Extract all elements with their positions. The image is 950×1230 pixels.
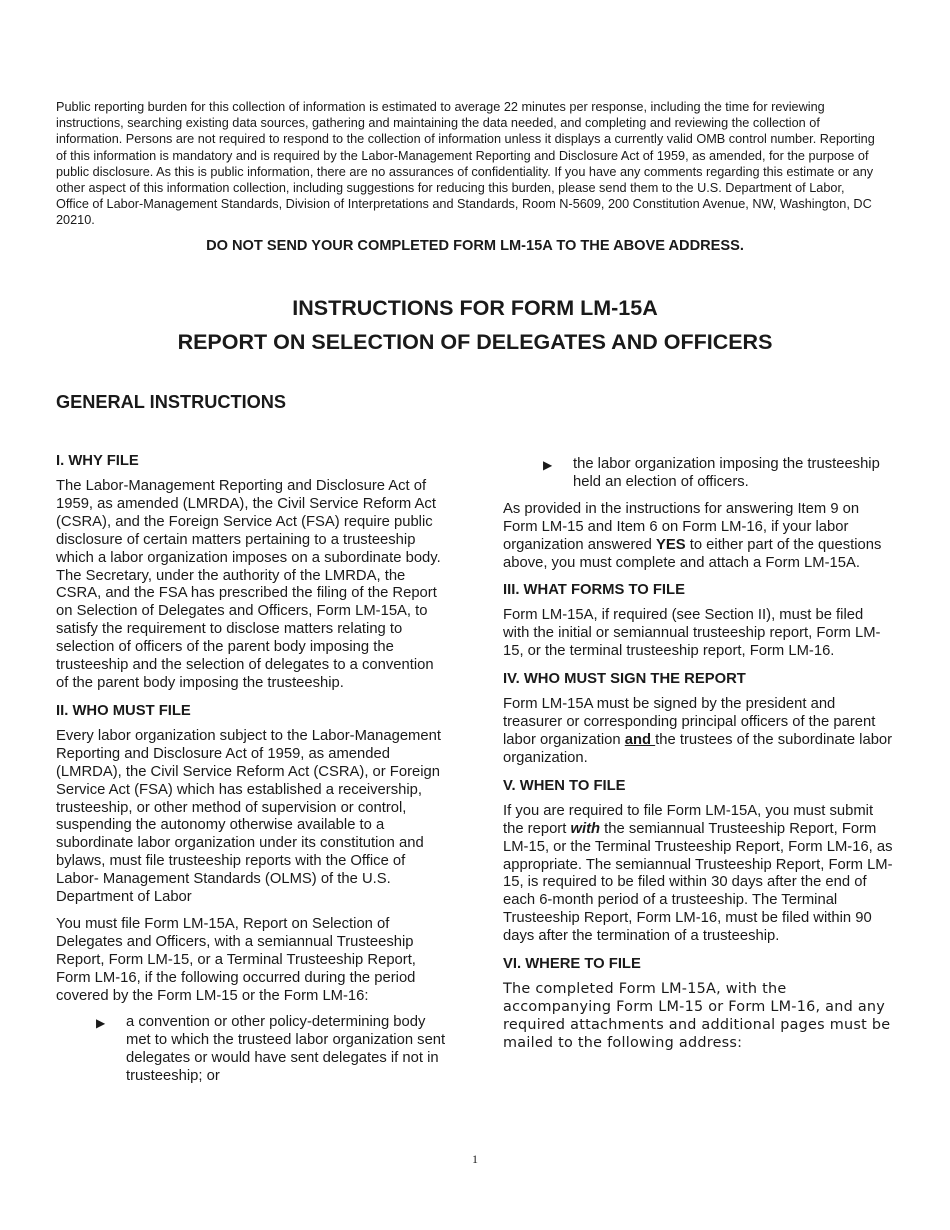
text-segment: to either part of the questions above, you must complete and attach a Form LM-15A. bbox=[503, 536, 882, 571]
page-title-line-1: INSTRUCTIONS FOR FORM LM-15A bbox=[292, 296, 658, 320]
page-title-line-2: REPORT ON SELECTION OF DELEGATES AND OFFICERS bbox=[177, 330, 773, 354]
section-who-must-file-body-1: Every labor organization subject to the Labor-Management Reporting and Disclosure Act of 1959, as amended (LMRDA), the Civil Service Reform Act (CSRA), or Foreign Service Act (FSA) which has established a receivership, trusteeship, or other method of supervision or control, suspending the autonomy otherwise available to a subordinate labor organization under its constitution and bylaws, must file trusteeship reports with the Office of Labor- Management Standards (OLMS) of the U.S. Department of Labor bbox=[56, 727, 441, 906]
bullet-item-election bbox=[503, 456, 893, 492]
section-where-file-heading: VI. WHERE TO FILE bbox=[503, 956, 641, 973]
text-segment: the trustees of the subordinate labor organization. bbox=[503, 731, 893, 766]
with-emphasis: with bbox=[570, 820, 601, 837]
triangle-bullet-icon: ▶ bbox=[543, 458, 553, 472]
general-instructions-heading: GENERAL INSTRUCTIONS bbox=[56, 392, 287, 412]
section-where-file-body: The completed Form LM-15A, with the accompanying Form LM-15 or Form LM-16, and any required attachments and additional pages must be mailed to the following address: bbox=[503, 981, 891, 1051]
section-when-file-body bbox=[503, 803, 893, 946]
section-who-must-file-body-2: You must file Form LM-15A, Report on Selection of Delegates and Officers, with a semiannual Trusteeship Report, Form LM-15, or a Terminal Trusteeship Report, Form LM-16, if the following occurred during the period covered by the Form LM-15 or the Form LM-16: bbox=[56, 915, 416, 1004]
section-when-file-heading: V. WHEN TO FILE bbox=[503, 777, 626, 794]
bullet-item-convention bbox=[56, 1014, 446, 1086]
section-why-file-body: The Labor-Management Reporting and Disclosure Act of 1959, as amended (LMRDA), the Civil Service Reform Act (CSRA), and the Foreign Service Act (FSA) require public disclosure of certain matters pertaining to a trusteeship which a labor organization imposes on a subordinate body. The Secretary, under the authority of the LMRDA, the CSRA, and the FSA has prescribed the filing of the Report on Selection of Delegates and Officers, Form LM-15A, to satisfy the requirement to disclose matters relating to selection of officers of the parent body imposing the trusteeship and the selection of delegates to a convention of the parent body imposing the trusteeship. bbox=[56, 478, 441, 691]
text-segment: If you are required to file Form LM-15A, you must submit the report bbox=[503, 802, 874, 837]
bullet-text: the labor organization imposing the trusteeship held an election of officers. bbox=[573, 456, 880, 490]
left-column bbox=[56, 452, 446, 1095]
section-why-file-heading: I. WHY FILE bbox=[56, 453, 139, 469]
and-emphasis: and bbox=[624, 731, 656, 748]
text-segment: As provided in the instructions for answering Item 9 on Form LM-15 and Item 6 on Form LM-16, if your labor organization answered bbox=[503, 500, 860, 553]
burden-statement: Public reporting burden for this collection of information is estimated to average 22 minutes per response, including the time for reviewing instructions, searching existing data sources, gathering and maintaining the data needed, and completing and reviewing the collection of information. Persons are not required to respond to the collection of information unless it displays a currently valid OMB control number. Reporting of this information is mandatory and is required by the Labor-Management Reporting and Disclosure Act of 1959, as amended, for the purpose of public disclosure. As this is public information, there are no assurances of confidentiality. If you have any comments regarding this estimate or any other aspect of this information collection, including suggestions for reducing this burden, please send them to the U.S. Department of Labor, Office of Labor-Management Standards, Division of Interpretations and Standards, Room N-5609, 200 Constitution Avenue, NW, Washington, DC 20210. bbox=[56, 100, 875, 228]
section-who-must-file-heading: II. WHO MUST FILE bbox=[56, 702, 191, 719]
do-not-send-notice: DO NOT SEND YOUR COMPLETED FORM LM-15A TO THE ABOVE ADDRESS. bbox=[206, 238, 744, 254]
right-column bbox=[503, 456, 893, 1062]
section-who-sign-heading: IV. WHO MUST SIGN THE REPORT bbox=[503, 671, 746, 688]
section-who-must-file-body-3 bbox=[503, 501, 893, 573]
section-who-sign-body bbox=[503, 696, 893, 768]
triangle-bullet-icon: ▶ bbox=[96, 1016, 106, 1031]
text-segment: Form LM-15A must be signed by the president and treasurer or corresponding principal officers of the parent labor organization bbox=[503, 696, 876, 748]
section-what-forms-body: Form LM-15A, if required (see Section II), must be filed with the initial or semiannual trusteeship report, Form LM-15, or the terminal trusteeship report, Form LM-16. bbox=[503, 607, 881, 660]
text-segment: the semiannual Trusteeship Report, Form LM-15, or the Terminal Trusteeship Report, Form LM-16, as appropriate. The semiannual Trusteeship Report, Form LM-15, is required to be filed within 30 days after the end of each 6-month period of a trusteeship. The Terminal Trusteeship Report, Form LM-16, must be filed within 90 days after the termination of a trusteeship. bbox=[503, 820, 893, 945]
section-what-forms-heading: III. WHAT FORMS TO FILE bbox=[503, 582, 685, 599]
bullet-text: a convention or other policy-determining body met to which the trusteed labor organization sent delegates or would have sent delegates if not in trusteeship; or bbox=[126, 1014, 446, 1085]
yes-emphasis: YES bbox=[656, 536, 686, 553]
page-number: 1 bbox=[472, 1152, 478, 1166]
